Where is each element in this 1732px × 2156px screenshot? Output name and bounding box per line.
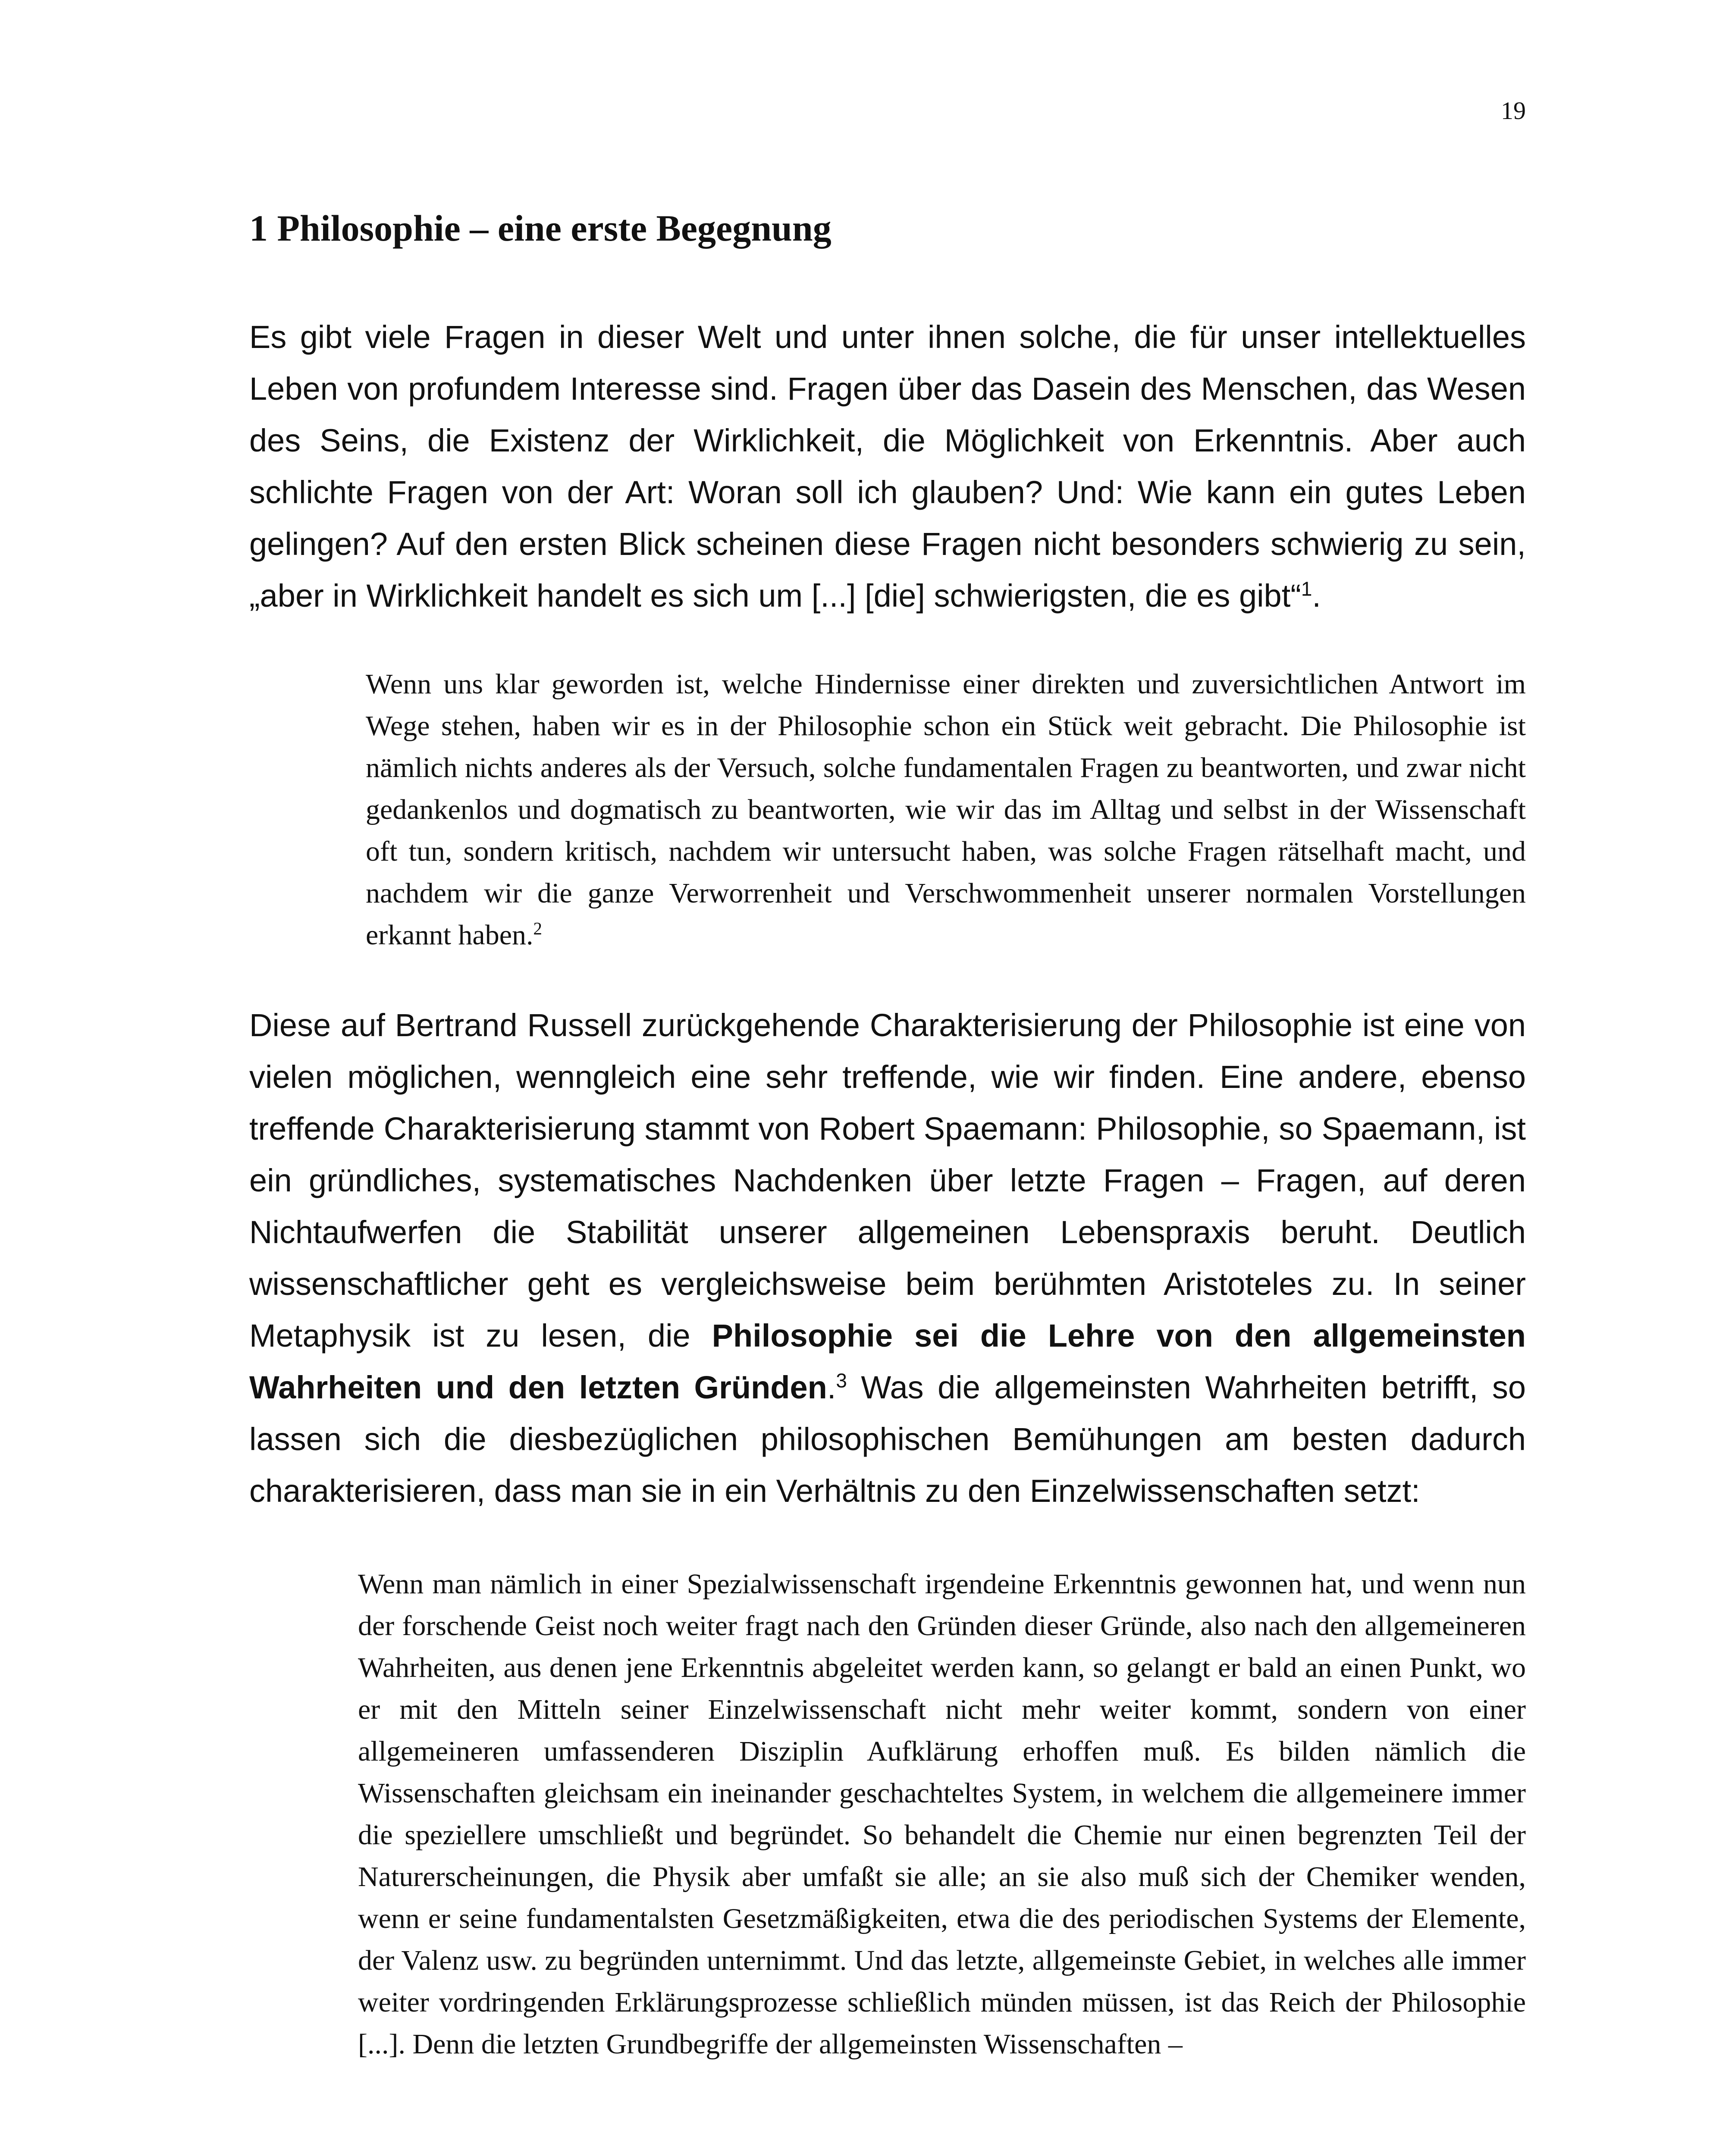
- quote-1-text: Wenn uns klar geworden ist, welche Hindernisse einer direkten und zuversichtlichen Antwort im Wege stehen, haben wir es in der Philosophie schon ein Stück weit gebracht. Die Philosophie ist nämlich nichts anderes als der Versuch, solche fundamentalen Fragen zu beantworten, und zwar nicht gedankenlos und dogmatisch zu beantworten, wie wir das im Alltag und selbst in der Wissenschaft oft tun, sondern kritisch, nachdem wir untersucht haben, was solche Fragen rätselhaft macht, und nachdem wir die ganze Verworrenheit und Verschwommenheit unserer normalen Vorstellungen erkannt haben.: [366, 668, 1526, 951]
- body-paragraph-2: [249, 1000, 1526, 1517]
- page-number: 19: [1501, 97, 1526, 125]
- footnote-ref-3[interactable]: 3: [836, 1369, 847, 1392]
- paragraph-1-text: Es gibt viele Fragen in dieser Welt und unter ihnen solche, die für unser intellektuelles Leben von profundem Interesse sind. Fragen über das Dasein des Menschen, das Wesen des Seins, die Existenz der Wirklichkeit, die Möglichkeit von Erkenntnis. Aber auch schlichte Fragen von der Art: Woran soll ich glauben? Und: Wie kann ein gutes Leben gelingen? Auf den ersten Blick scheinen diese Fragen nicht besonders schwierig zu sein, „aber in Wirklichkeit handelt es sich um [...] [die] schwierigsten, die es gibt“: [249, 319, 1526, 614]
- block-quote-2: [358, 1563, 1526, 2065]
- paragraph-2-text-before: Diese auf Bertrand Russell zurückgehende Charakterisierung der Philosophie ist eine von vielen möglichen, wenngleich eine sehr treffende, wie wir finden. Eine andere, ebenso treffende Charakterisierung stammt von Robert Spaemann: Philosophie, so Spaemann, ist ein gründliches, systematisches Nachdenken über letzte Fragen – Fragen, auf deren Nichtaufwerfen die Stabilität unserer allgemeinen Lebenspraxis beruht. Deutlich wissenschaftlicher geht es vergleichsweise beim berühmten Aristoteles zu. In seiner Metaphysik ist zu lesen, die: [249, 1007, 1526, 1354]
- chapter-title: 1 Philosophie – eine erste Begegnung: [249, 207, 831, 249]
- paragraph-2-period: .: [827, 1369, 836, 1405]
- paragraph-2-bold-definition: Philosophie sei die Lehre von den allgemeinsten Wahrheiten und den letzten Gründen: [249, 1318, 1526, 1405]
- quote-2-text: Wenn man nämlich in einer Spezialwissenschaft irgendeine Erkenntnis gewonnen hat, und wenn nun der forschende Geist noch weiter fragt nach den Gründen dieser Gründe, also nach den allgemeineren Wahrheiten, aus denen jene Erkenntnis abgeleitet werden kann, so gelangt er bald an einen Punkt, wo er mit den Mitteln seiner Einzelwissenschaft nicht mehr weiter kommt, sondern von einer allgemeineren umfassenderen Disziplin Aufklärung erhoffen muß. Es bilden nämlich die Wissenschaften gleichsam ein ineinander geschachteltes System, in welchem die allgemeinere immer die speziellere umschließt und begründet. So behandelt die Chemie nur einen begrenzten Teil der Naturerscheinungen, die Physik aber umfaßt sie alle; an sie also muß sich der Chemiker wenden, wenn er seine fundamentalsten Gesetzmäßigkeiten, etwa die des periodischen Systems der Elemente, der Valenz usw. zu begründen unternimmt. Und das letzte, allgemeinste Gebiet, in welches alle immer weiter vordringenden Erklärungsprozesse schließlich münden müssen, ist das Reich der Philosophie [...]. Denn die letzten Grundbegriffe der allgemeinsten Wissenschaften –: [358, 1568, 1526, 2060]
- footnote-ref-1[interactable]: 1: [1301, 577, 1312, 600]
- paragraph-1-end: .: [1312, 578, 1321, 614]
- paragraph-2-text-after: Was die allgemeinsten Wahrheiten betrifft, so lassen sich die diesbezüglichen philosophischen Bemühungen am besten dadurch charakterisieren, dass man sie in ein Verhältnis zu den Einzelwissenschaften setzt:: [249, 1369, 1526, 1509]
- block-quote-1: [366, 663, 1526, 956]
- footnote-ref-2[interactable]: 2: [533, 919, 542, 938]
- body-paragraph-1: [249, 311, 1526, 622]
